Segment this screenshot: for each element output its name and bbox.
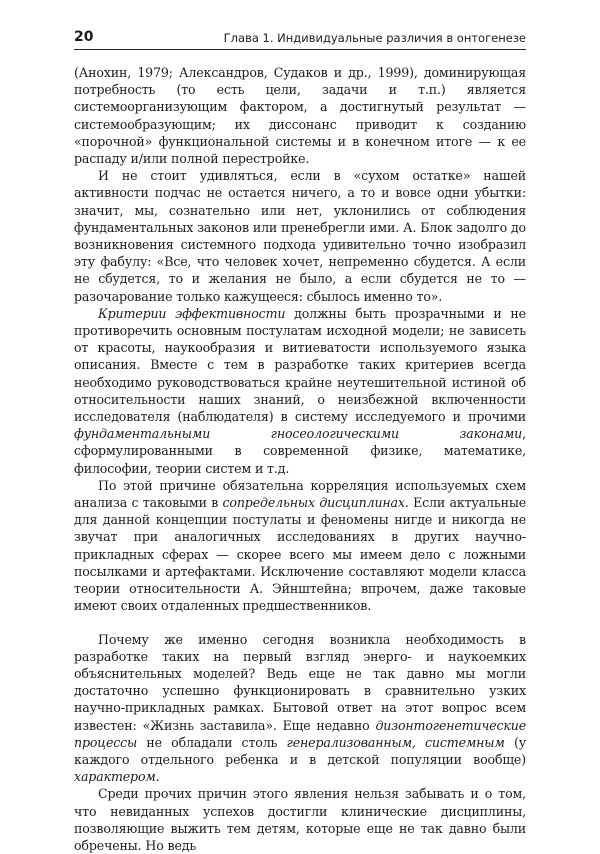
italic-term: характером. [74, 769, 160, 785]
text-span: , сформулированными в современной физике, математике, философии, теории систем и т.д. [74, 426, 526, 476]
paragraph [74, 167, 526, 305]
paragraph [74, 631, 526, 786]
paragraph [74, 305, 526, 477]
section-break [74, 615, 526, 631]
text-span: (Анохин, 1979; Александров, Судаков и др., 1999), доминирующая потребность (то есть цели, задачи и т.п.) является системоорганизующим фактором, а достигнутый результат — системообразующим; их диссонанс приводит к созданию «порочной» функциональной системы и в конечном итоге — к ее распаду и/или полной перестройке. [74, 65, 526, 167]
text-span: не обладали столь [137, 734, 287, 750]
text-span: . Если актуальные для данной концепции постулаты и феномены нигде и никогда не звучат при аналогичных исследованиях в других научно-прикладных сферах — скорее всего мы имеем дело с ложными посылками и артефактами. Исключение составляют модели класса теории относительности А. Эйнштейна; впрочем, даже таковые имеют своих отдаленных предшественников. [74, 495, 526, 614]
paragraph [74, 64, 526, 167]
body-text [74, 64, 526, 854]
text-span: должны быть прозрачными и не противоречить основным постулатам исходной модели; не зависеть от красоты, наукообразия и витиеватости используемого языка описания. Вместе с тем в разработке таких критериев всегда необходимо руководствоваться крайне неутешительной истиной об относительности наших знаний, о неизбежной включенности исследователя (наблюдателя) в систему исследуемого и прочими [74, 305, 526, 425]
text-span: И не стоит удивляться, если в «сухом остатке» нашей активности подчас не остается ничего, а то и вовсе одни убытки: значит, мы, сознательно или нет, уклонились от соблюдения фундаментальных законов или пренебрегли ими. А. Блок задолго до возникновения системного подхода удивительно точно изобразил эту фабулу: «Все, что человек хочет, непременно сбудется. А если не сбудется, то и желания не было, а если сбудется не то — разочарование только кажущееся: сбылось именно то». [74, 168, 526, 304]
paragraph [74, 785, 526, 854]
page-number: 20 [74, 29, 94, 45]
text-span: (у каждого отдельного ребенка и в детской популяции вообще) [74, 734, 526, 767]
paragraph [74, 477, 526, 615]
text-span: Почему же именно сегодня возникла необходимость в разработке таких на первый взгляд энерго- и наукоемких объяснительных моделей? Ведь еще не так давно мы могли достаточно успешно функционировать в сравнительно узких научно-прикладных рамках. Бытовой ответ на этот вопрос всем известен: «Жизнь заставила». Еще недавно [74, 631, 526, 733]
italic-term: фундаментальными гносеологическими законами [74, 426, 523, 442]
text-span: Среди прочих причин этого явления нельзя забывать и о том, что невиданных успехов достигли клинические дисциплины, позволяющие выжить тем детям, которые еще не так давно были обречены. Но ведь [74, 786, 526, 853]
italic-term: Критерии эффективности [98, 305, 286, 321]
running-head: Глава 1. Индивидуальные различия в онтогенезе [223, 31, 526, 45]
italic-term: дизонтогенетические процессы [74, 717, 526, 750]
page-header [74, 27, 526, 50]
italic-term: генерализованным, системным [286, 734, 505, 750]
text-span: По этой причине обязательна корреляция используемых схем анализа с таковыми в [74, 477, 526, 511]
italic-term: сопредельных дисциплинах [222, 495, 405, 511]
